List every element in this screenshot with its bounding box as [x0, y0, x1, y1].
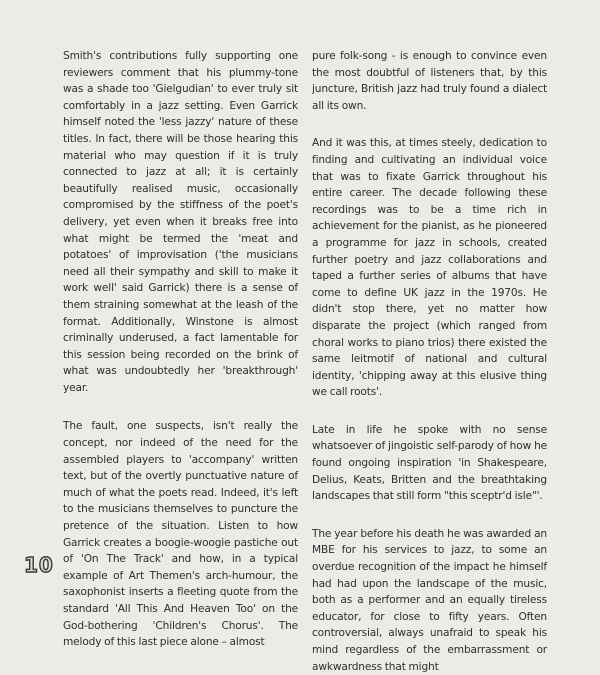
body-paragraph: And it was this, at times steely, dedication to finding and cultivating an individual voice that was to fixate Garrick throughout his entire career. The decade following these recordings was to be a time rich in achievement for the pianist, as he pioneered a programme for jazz in schools, created further poetry and jazz collaborations and taped a further series of albums that have come to define UK jazz in the 1970s. He didn't stop there, yet no matter how disparate the project (which ranged from choral works to piano trios) there existed the same leitmotif of national and cultural identity, 'chipping away at this elusive thing we call roots'. [312, 137, 547, 399]
body-paragraph: The year before his death he was awarded an MBE for his services to jazz, to some an overdue recognition of the impact he himself had had upon the landscape of the music, both as a performer and an equally tireless educator, for close to fifty years. Often controversial, always unafraid to speak his mind regardless of the embarrassment or awkwardness that might [312, 527, 547, 673]
body-paragraph: pure folk-song - is enough to convince even the most doubtful of listeners that, by this juncture, British jazz had truly found a dialect all its own. [312, 50, 547, 112]
body-paragraph: Smith's contributions fully supporting one reviewers comment that his plummy-tone was a shade too 'Gielgudian' to ever truly sit comfortably in a jazz setting. Even Garrick himself noted the 'less jazzy' nature of these titles. In fact, there will be those hearing this material who may question if it is truly connected to jazz at all; it is certainly beautifully realised music, occasionally compromised by the stiffness of the poet's delivery, yet even when it breaks free into what might be termed the 'meat and potatoes' of improvisation ('the musicians need all their sympathy and skill to make it work well' said Garrick) there is a sense of them straining somewhat at the leash of the format. Additionally, Winstone is almost criminally underused, a fact lamentable for this session being recorded on the brink of what was undoubtedly her 'breakthrough' year. [63, 50, 298, 394]
body-paragraph: Late in life he spoke with no sense whatsoever of jingoistic self-parody of how he found ongoing inspiration 'in Shakespeare, Delius, Keats, Britten and the breathtaking landscapes that still form "this sceptr'd isle"'. [312, 423, 547, 503]
left-text-column [63, 48, 298, 651]
body-paragraph: The fault, one suspects, isn't really the concept, nor indeed of the need for the assembled players to 'accompany' written text, but of the overtly punctuative nature of much of what the poets read. Indeed, it's left to the musicians themselves to puncture the pretence of the situation. Listen to how Garrick creates a boogie-woogie pastiche out of 'On The Track' and how, in a typical example of Art Themen's arch-humour, the saxophonist inserts a fleeting quote from the standard 'All This And Heaven Too' on the God-bothering 'Children's Chorus'. The melody of this last piece alone – almost [63, 420, 298, 649]
right-text-column [312, 48, 547, 675]
page-number: 10 [24, 553, 54, 577]
